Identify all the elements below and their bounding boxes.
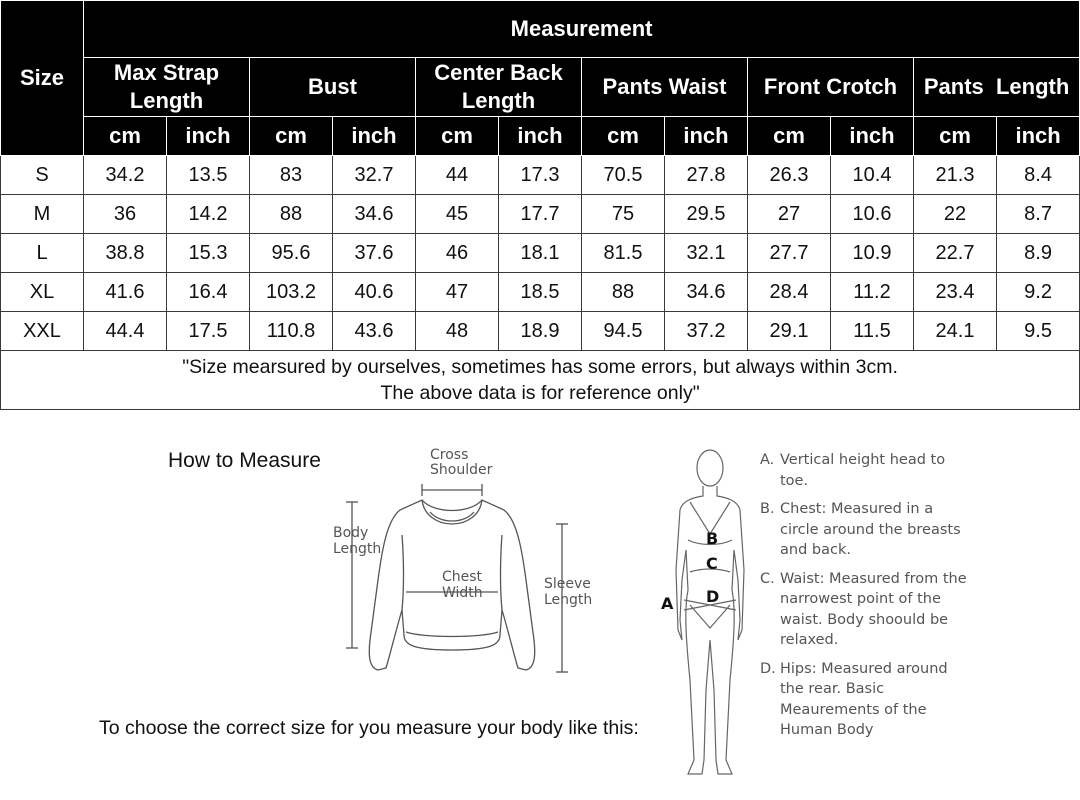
size-cell: L bbox=[1, 234, 84, 273]
value-cell: 110.8 bbox=[250, 312, 333, 351]
body-figure-diagram bbox=[640, 440, 755, 785]
value-cell: 23.4 bbox=[914, 273, 997, 312]
table-row bbox=[1, 156, 1080, 195]
value-cell: 29.5 bbox=[665, 195, 748, 234]
value-cell: 18.9 bbox=[499, 312, 582, 351]
value-cell: 41.6 bbox=[84, 273, 167, 312]
legend-key: D. bbox=[760, 660, 776, 677]
value-cell: 26.3 bbox=[748, 156, 831, 195]
cross-shoulder-label-2: Shoulder bbox=[430, 462, 493, 478]
value-cell: 8.9 bbox=[997, 234, 1080, 273]
value-cell: 37.6 bbox=[333, 234, 416, 273]
legend-text: Hips: Measured around the rear. Basic Meaurements of the Human Body bbox=[780, 660, 948, 738]
sweater-hem bbox=[406, 632, 498, 637]
marker-d: D bbox=[706, 587, 720, 606]
note-line-1: "Size mearsured by ourselves, sometimes has some errors, but always within 3cm. bbox=[182, 356, 898, 378]
legend-item bbox=[760, 569, 970, 651]
table-row bbox=[1, 312, 1080, 351]
value-cell: 9.2 bbox=[997, 273, 1080, 312]
size-header: Size bbox=[1, 1, 84, 156]
body-length-label-1: Body bbox=[333, 525, 369, 541]
measurement-header: Measurement bbox=[84, 1, 1080, 58]
value-cell: 95.6 bbox=[250, 234, 333, 273]
legend-item bbox=[760, 499, 970, 561]
value-cell: 8.4 bbox=[997, 156, 1080, 195]
value-cell: 10.4 bbox=[831, 156, 914, 195]
table-row bbox=[1, 234, 1080, 273]
sweater-right-seam bbox=[501, 535, 503, 610]
sweater-left-seam bbox=[402, 535, 404, 610]
unit-header-inch: inch bbox=[831, 117, 914, 156]
value-cell: 34.6 bbox=[665, 273, 748, 312]
value-cell: 29.1 bbox=[748, 312, 831, 351]
table-row bbox=[1, 195, 1080, 234]
value-cell: 103.2 bbox=[250, 273, 333, 312]
value-cell: 34.6 bbox=[333, 195, 416, 234]
value-cell: 9.5 bbox=[997, 312, 1080, 351]
chest-width-label-1: Chest bbox=[442, 569, 483, 585]
value-cell: 18.1 bbox=[499, 234, 582, 273]
marker-c: C bbox=[706, 554, 718, 573]
choose-size-text: To choose the correct size for you measure your body like this: bbox=[99, 717, 639, 739]
size-cell: XXL bbox=[1, 312, 84, 351]
value-cell: 14.2 bbox=[167, 195, 250, 234]
value-cell: 43.6 bbox=[333, 312, 416, 351]
size-cell: S bbox=[1, 156, 84, 195]
value-cell: 36 bbox=[84, 195, 167, 234]
value-cell: 21.3 bbox=[914, 156, 997, 195]
group-header: Center Back Length bbox=[416, 58, 582, 117]
marker-a: A bbox=[661, 594, 674, 613]
value-cell: 27 bbox=[748, 195, 831, 234]
group-header: Bust bbox=[250, 58, 416, 117]
value-cell: 94.5 bbox=[582, 312, 665, 351]
value-cell: 44.4 bbox=[84, 312, 167, 351]
unit-header-cm: cm bbox=[914, 117, 997, 156]
value-cell: 32.1 bbox=[665, 234, 748, 273]
chest-width-label-2: Width bbox=[442, 585, 483, 601]
unit-header-inch: inch bbox=[997, 117, 1080, 156]
value-cell: 10.6 bbox=[831, 195, 914, 234]
legend-text: Chest: Measured in a circle around the breasts and back. bbox=[780, 501, 961, 558]
value-cell: 24.1 bbox=[914, 312, 997, 351]
value-cell: 27.8 bbox=[665, 156, 748, 195]
group-header: Pants Waist bbox=[582, 58, 748, 117]
legend-key: B. bbox=[760, 501, 775, 517]
value-cell: 13.5 bbox=[167, 156, 250, 195]
figure-brief bbox=[690, 605, 730, 628]
value-cell: 48 bbox=[416, 312, 499, 351]
value-cell: 88 bbox=[250, 195, 333, 234]
unit-header-inch: inch bbox=[665, 117, 748, 156]
table-note bbox=[1, 351, 1080, 410]
unit-header-cm: cm bbox=[748, 117, 831, 156]
value-cell: 75 bbox=[582, 195, 665, 234]
value-cell: 22 bbox=[914, 195, 997, 234]
garment-diagram bbox=[322, 440, 593, 680]
body-length-label-2: Length bbox=[333, 541, 382, 557]
value-cell: 38.8 bbox=[84, 234, 167, 273]
table-row bbox=[1, 273, 1080, 312]
value-cell: 10.9 bbox=[831, 234, 914, 273]
sleeve-length-label-1: Sleeve bbox=[544, 576, 591, 592]
measurement-legend bbox=[760, 450, 970, 749]
size-cell: XL bbox=[1, 273, 84, 312]
value-cell: 70.5 bbox=[582, 156, 665, 195]
how-to-measure-title: How to Measure bbox=[168, 449, 321, 472]
value-cell: 88 bbox=[582, 273, 665, 312]
value-cell: 8.7 bbox=[997, 195, 1080, 234]
group-header: Max Strap Length bbox=[84, 58, 250, 117]
unit-header-inch: inch bbox=[333, 117, 416, 156]
value-cell: 46 bbox=[416, 234, 499, 273]
unit-header-cm: cm bbox=[250, 117, 333, 156]
size-cell: M bbox=[1, 195, 84, 234]
unit-header-cm: cm bbox=[582, 117, 665, 156]
value-cell: 32.7 bbox=[333, 156, 416, 195]
marker-b: B bbox=[706, 529, 719, 548]
legend-key: C. bbox=[760, 570, 775, 587]
legend-text: Vertical height head to toe. bbox=[780, 452, 946, 489]
value-cell: 15.3 bbox=[167, 234, 250, 273]
unit-header-cm: cm bbox=[84, 117, 167, 156]
value-cell: 18.5 bbox=[499, 273, 582, 312]
value-cell: 83 bbox=[250, 156, 333, 195]
value-cell: 11.2 bbox=[831, 273, 914, 312]
value-cell: 47 bbox=[416, 273, 499, 312]
figure-head bbox=[697, 450, 723, 486]
value-cell: 40.6 bbox=[333, 273, 416, 312]
value-cell: 17.3 bbox=[499, 156, 582, 195]
value-cell: 81.5 bbox=[582, 234, 665, 273]
unit-header-cm: cm bbox=[416, 117, 499, 156]
note-line-2: The above data is for reference only" bbox=[380, 382, 700, 404]
unit-header-inch: inch bbox=[499, 117, 582, 156]
legend-key: A. bbox=[760, 452, 775, 468]
unit-header-inch: inch bbox=[167, 117, 250, 156]
value-cell: 16.4 bbox=[167, 273, 250, 312]
value-cell: 22.7 bbox=[914, 234, 997, 273]
legend-item bbox=[760, 659, 970, 741]
cross-shoulder-label-1: Cross bbox=[430, 447, 469, 463]
group-header: Front Crotch bbox=[748, 58, 914, 117]
value-cell: 27.7 bbox=[748, 234, 831, 273]
value-cell: 44 bbox=[416, 156, 499, 195]
value-cell: 45 bbox=[416, 195, 499, 234]
value-cell: 28.4 bbox=[748, 273, 831, 312]
sweater-neck bbox=[430, 512, 474, 521]
value-cell: 17.5 bbox=[167, 312, 250, 351]
legend-text: Waist: Measured from the narrowest point of the waist. Body shoould be relaxed. bbox=[780, 570, 967, 648]
sleeve-length-label-2: Length bbox=[544, 592, 593, 608]
group-header: Pants Length bbox=[914, 58, 1080, 117]
legend-item bbox=[760, 450, 970, 491]
value-cell: 34.2 bbox=[84, 156, 167, 195]
size-rows bbox=[1, 156, 1080, 351]
value-cell: 11.5 bbox=[831, 312, 914, 351]
value-cell: 17.7 bbox=[499, 195, 582, 234]
value-cell: 37.2 bbox=[665, 312, 748, 351]
